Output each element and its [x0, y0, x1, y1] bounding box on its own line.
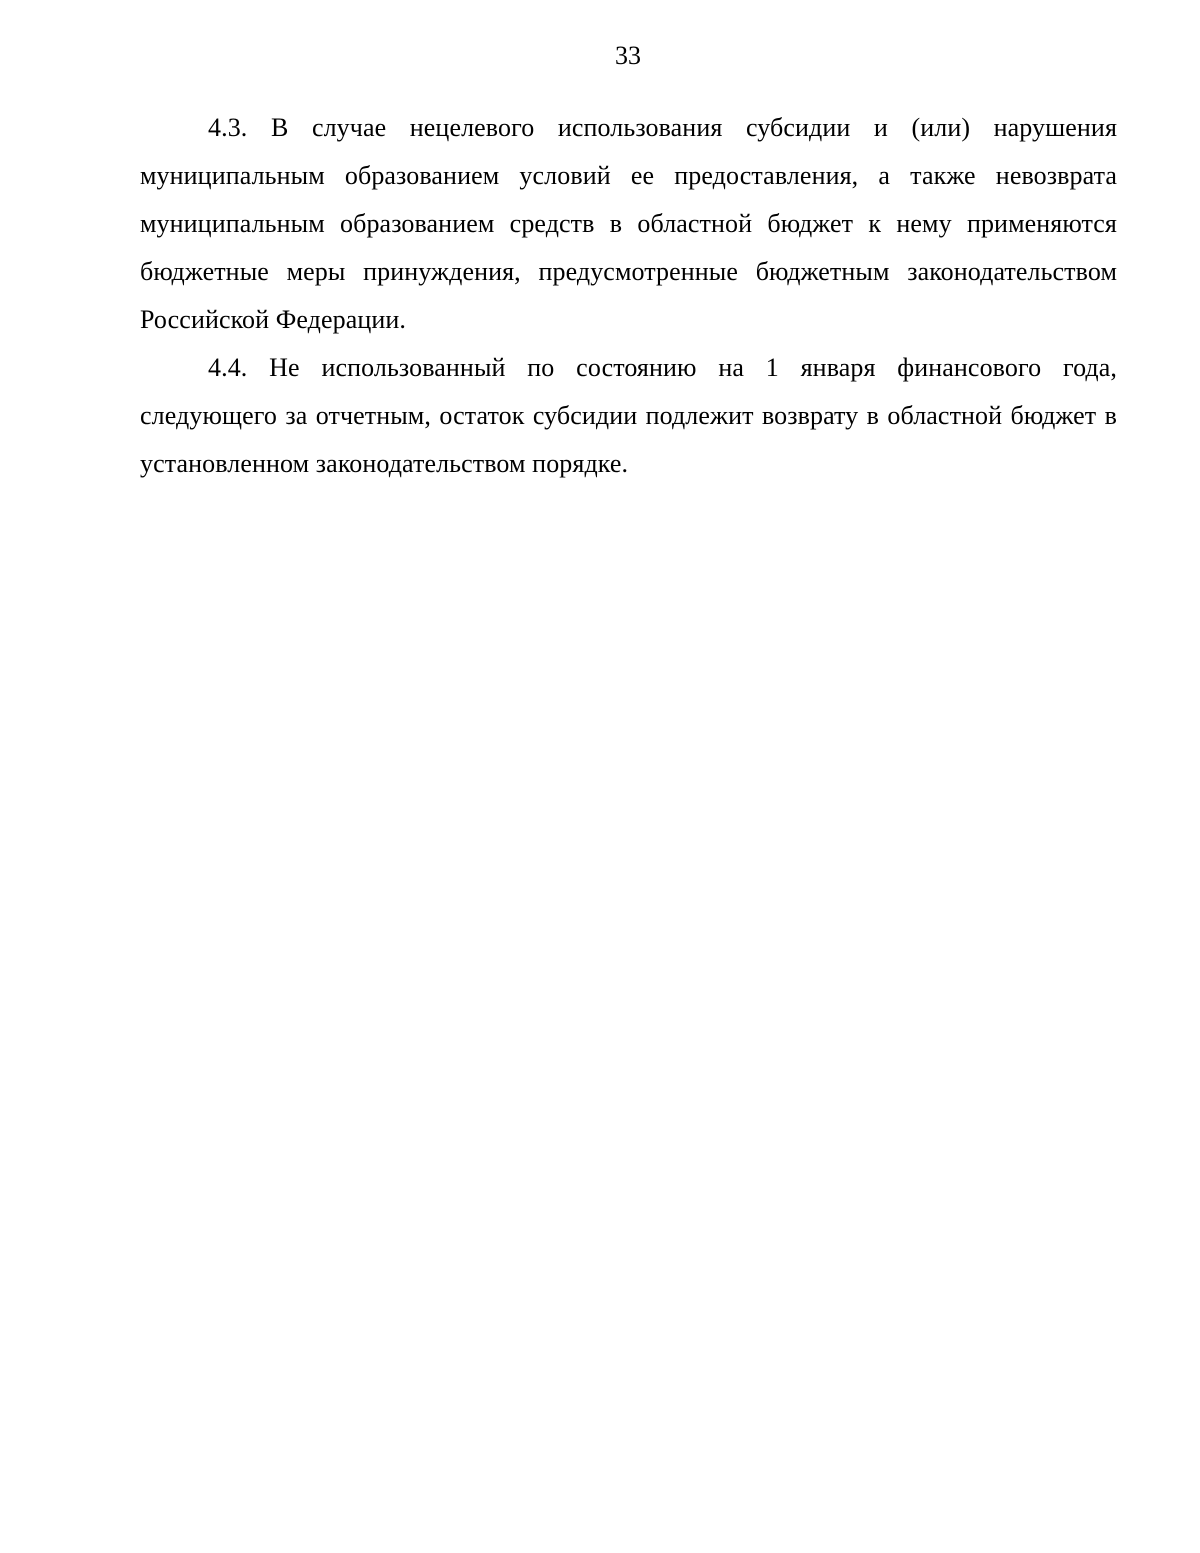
paragraph-4-4: 4.4. Не использованный по состоянию на 1 января финансового года, следующего за отчетным, остаток субсидии подлежит возврату в областной бюджет в установленном законодательством порядке.	[140, 353, 1117, 478]
document-body	[140, 104, 1117, 488]
page-number: 33	[615, 41, 641, 70]
paragraph-4-3: 4.3. В случае нецелевого использования субсидии и (или) нарушения муниципальным образованием условий ее предоставления, а также невозврата муниципальным образованием средств в областной бюджет к нему применяются бюджетные меры принуждения, предусмотренные бюджетным законодательством Российской Федерации.	[140, 113, 1117, 334]
